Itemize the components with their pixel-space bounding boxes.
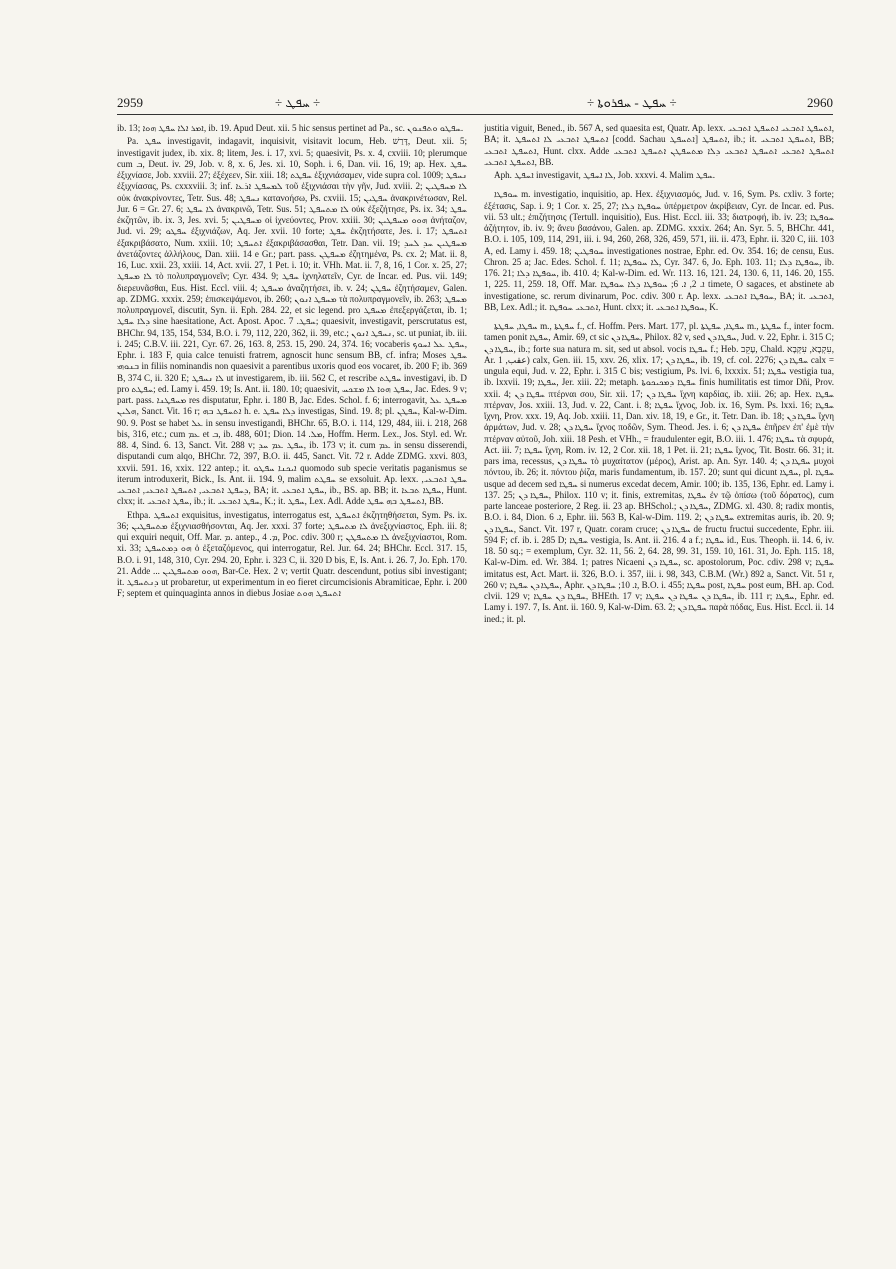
right-paragraph: justitia viguit, Bened., ib. 567 A, sed quaesita est, Quatr. Ap. lexx. ܐܬܚܦܛ ܐܬܒܥܝ ܐܬܚܦܛ ܐܬܒܥܝ, BA; it. ܐܬܚܦܛ ܐܬܒܥܝ ܠܐ ܐܬܚܦܛ [codd. Sachau ܐܬܚܦܛ] ܐܬܚܦܛ, ib.; it. ܐܬܚܦܛ ܐܬܒܥܝ, BB; ܐܬܚܦܛ ܐܬܒܥܝ, Hunt. clxx. Adde ܐܬܚܦܛ ܐܬܒܥܝ ܐܬܚܦܛ ܐܬܒܥܝ ܕܠܐ ܡܬܚܦܛܢ ܐܬܚܦܛ ܐܬܒܥܝ ܐܬܚܦܛ ܐܬܒܥܝ, BB. — [484, 123, 834, 167]
left-paragraph: ib. 13; ܐܡܪ ܐܠܐ ܚܦܛ ܗܘܐ, ib. 19. Apud Deut. xii. 5 hic sensus pertinet ad Pa., sc. ܚܦܛܘ ܘܬܦܢܘܢ. — [117, 123, 464, 133]
left-column — [117, 123, 467, 1233]
left-paragraph: Ethpa. ܐܬܚܦܛ exquisitus, investigatus, interrogatus est, ܐܬܚܦܛ ἐκζητηθήσεται, Sym. Ps. ix. 36; ܡܬܚܦܛܝܢ ἐξιχνιασθήσονται, Aq. Jer. xxxi. 37 forte; ܠܐ ܡܬܚܦܛ ἀνεξιχνίαστος, Eph. iii. 8; qui exquiri nequit, Off. Mar. ܡ. antep., ܡ. 4, Poc. cdiv. 300 r; ܠܐ ܡܬܚܦܛܢ ἀνεξιχνίαστοι, Rom. xi. 33; ܗܘ ܕܡܬܚܦܛ ὁ ἐξεταζόμενος, qui interrogatur, Rel. Jur. 64. 24; BHChr. Eccl. 317. 15, B.O. i. 91, 148, 310, Cyr. 294. 20, Ephr. i. 323 C, ii. 320 D bis, E, Is. Ant. i. 26. 7, Jo. Eph. 170. 21. Adde ... ܗܘܘ ܡܬܚܦܛܝܢ, Bar-Ce. Hex. 2 v; vertit Quatr. descendunt, potius sibi investigant; it. ܕܢܬܚܦܛ ut probaretur, ut experimentum in eo fieret circumcisionis Abramiticae, Ephr. i. 200 F; septem et quinquaginta annos in diebus Josiae ܐܬܚܦܛ ܗܘܬ — [117, 509, 467, 599]
right-paragraph: ܚܘܦܛܐ m. investigatio, inquisitio, ap. Hex. ἐξιχνιασμός, Jud. v. 16, Sym. Ps. cxliv. 3 forte; ἐξέτασις, Sap. i. 9; 1 Cor. x. 25, 27; ܚܘܦܛܐ ܕܠܐ ὑπέρμετρον ἀκρίβειαν, Cyr. de Incar. ed. Pus. vii. 53 ult.; ἐπιζήτησις (Tertull. inquisitio), Eus. Hist. Eccl. iii. 33; διατροφή, ib. iv. 23; ܚܘܦܛܐ ἀζήτητον, ib. iv. 9; ἄνευ βασάνου, Galen. ap. ZDMG. xxxix. 264; An. Syr. 5. 5, BHChr. 441, B.O. i. 105, 109, 114, 291, iii. i. 94, 260, 268, 326, 459, 571, iii. ii. 473, Ephr. ii. 320 C, iii. 103 A, ed. Lamy i. 459. 18; ܚܘܦܛܝܢ investigationes nostrae, Ephr. ed. Ov. 354. 16; de censu, Eus. Chron. 25 a; Jac. Edes. Schol. f. 11; ܠܐ ܚܘܦܛܐ, Cyr. 347. 6, Jo. Eph. 103. 11; ܚܘܦܛܐ ܕܠܐ, ib. 176. 21; ܚܘܦܛܐ ܕܠܐ, ib. 410. 4; Kal-w-Dim. ed. Wr. 113. 16, 121. 24, 130. 6, 11, 146. 20, 155. 1, 225. 11, 259. 18, Off. Mar. ܐ. 2, ܐ. 6; ܚܘܦܛܐ ܕܠܐ ܚܘܦܛܐ timete, O sagaces, et abstinete ab investigatione, sc. rerum divinarum, Poc. cdiv. 300 r. Ap. lexx. ܚܘܦܛܐ ܐܬܒܥܝ, BA; it. ܐܬܒܥܝ, BB, Lex. Adl.; it. ܐܬܒܥܝ ܚܘܦܛܐ, Hunt. clxx; it. ܚܘܦܛܐ ܐܬܒܥܝ, K. — [484, 189, 834, 312]
running-headword-right: ÷ ܚܦܛ - ܚܦܪܘܬܐ ÷ — [587, 95, 677, 110]
right-column — [484, 123, 834, 1233]
page-header — [117, 92, 833, 114]
right-paragraph: ܚܦܛܐ, ܚܦܛܬܐ m., ܚܦܛܬܐ f., cf. Hoffm. Pers. Mart. 177, pl. ܚܦܛܐ, ܚܦܛܬܐ m., ܚܦܛܬܐ f., inter focm. tamen ponit ܚܦܛܐ, Amir. 69, ct sic ܚܦܛܐ ܕܢ, Philox. 82 v, sed ܚܦܛܐ ܕܢ, Jud. v. 22, Ephr. i. 315 C; ܚܦܛܐ ܕܢ, ib.; forte sua natura m. sit, sed ut absol. vocis ܚܦܛܐ f.; Heb. עָקֵב, Chald. עִקְבָא, עִקְּבָא, Ar. عقب, 1) calx, Gen. iii. 15, xxv. 26, xlix. 17; ܚܦܛܐ ܕܢ, ib. 19, cf. col. 2276; ܚܦܛܐ ܕܢ calx = ungula equi, Jud. v. 22, Ephr. i. 315 C bis; vestigium, Ps. lvi. 6, lxxxix. 51; ܚܦܛܐ vestigia tua, ib. lxxvii. 19; ܚܦܛܐ, Jer. xiii. 22; metaph. ܚܦܛܐ ܕܡܟܝܟܘܬܐ finis humilitatis est timor Dñi, Prov. xxii. 4; ܚܦܛܐ ܕܢ πτέρναι σου, Sir. xii. 17; ܚܦܛܐ ܕܢ ἴχνη καρδίας, ib. xiii. 26; ap. Hex. ܚܦܛܐ πτέρναν, Jos. xxiii. 13, Jud. v. 22, Cant. i. 8; ܚܦܛܐ ἴχνος, Job. ix. 16, Sym. Ps. lxxi. 16; ܚܦܛܐ ἴχνη, Prov. xxx. 19, Aq. Job. xxiii. 11, Dan. xiv. 18, 19, e Gr., it. Tetr. Dan. ib. 18; ܚܦܛܐ ܕܢ ἴχνη ἀρμάτων, Jud. v. 28; ܚܦܛܐ ܕܢ ἴχνος ποδῶν, Sym. Theod. Jes. i. 6; ܚܦܛܐ ܕܢ ἐπῆρεν ἐπ' ἐμὲ τὴν πτέρναν αὐτοῦ, Joh. xiii. 18 Pesh. et VHh., = fraudulenter egit, B.O. iii. 1. 476; ܚܦܛܐ τὰ σφυρά, Act. iii. 7; ܚܦܛܐ ἴχνη, Rom. iv. 12, 2 Cor. xii. 18, 1 Pet. ii. 21; ܚܦܛܐ ἴχνος, Tit. Bostr. 66. 31; it. pars ima, recessus, ܚܦܛܐ ܕܢ τὸ μυχαίτατον (μέρος), Arist. ap. An. Syr. 140. 4; ܚܦܛܐ ܕܢ μυχοὶ πόντου, ib. 26; it. πόντου ῥίζα, maris fundamentum, ib. 157. 20; sunt qui dicunt ܚܦܛܐ, pl. ܚܦܛܐ usque ad decem sed ܚܦܛܐ si numerus excedat decem, Amir. 100; ib. 135, 136, Ephr. ed. Lamy i. 137. 25; ܚܦܛܐ ܕܢ, Philox. 110 v; it. finis, extremitas, ܚܦܛܐ ἐν τῷ ὀπίσω (τοῦ δόρατος), cum parte lanceae posteriore, 2 Reg. ii. 23 ap. BHSchol.; ܚܦܛܐ ܕܢ, ZDMG. xl. 430. 8; radix montis, B.O. i. 84, Dion. ܐ. 6, Ephr. iii. 563 B, Kal-w-Dim. 119. 2; ܚܦܛܐ ܕܢ extremitas auris, ib. 20. 9; ܚܦܛܐ ܕܢ, Sanct. Vit. 197 r, Quatr. coram cruce; ܚܦܛܐ ܕܢ de fructu fructui succedente, Ephr. iii. 594 F; cf. ib. i. 285 D; ܚܦܛܐ vestigia, Is. Ant. ii. 216. 4 a f.; ܚܦܛܐ id., Eus. Theoph. ii. 14. 6, iv. 18. 50 sq.; = exemplum, Cyr. 32. 11, 56. 2, 64. 28, 99. 31, 159. 10, 161. 31, Jo. Eph. 115. 18, Kal-w-Dim. ed. Wr. 384. 1; patres Nicaeni ܚܦܛܐ ܕܢ, sc. apostolorum, Poc. cdiv. 298 v; ܚܦܛܐ imitatus est, Act. Mart. ii. 326, B.O. i. 357, iii. i. 98, 343, C.B.M. (Wr.) 892 a, Sanct. Vit. 51 r, 260 v; ܚܦܛܐ ܕܢ ܚܦܛܐ, Aphr. ܐ. 10; ܚܦܛܐ ܕܢ, B.O. i. 455; ܚܦܛܐ post, ܚܦܛܐ post eum, BH. ap. Cod. clvii. 129 v; ܚܦܛܐ ܕܢ ܚܦܛܐ, BHEth. 17 v; ܚܦܛܐ ܕܢ ܚܦܛܐ ܕܢ ܚܦܛܐ, ib. 111 r; ܚܦܛܐ, Ephr. ed. Lamy i. 197. 7, Is. Ant. ii. 160. 9, Kal-w-Dim. 63. 2; ܚܦܛܐ ܕܢ παρὰ πόδας, Eus. Hist. Eccl. ii. 14 ined.; it. pl. — [484, 321, 834, 624]
page-number-right: 2960 — [807, 95, 833, 110]
page-number-left: 2959 — [117, 95, 143, 110]
right-paragraph: Aph. ܐܚܦܛ investigavit, ܠܐ ܐܚܦܛ, Job. xxxvi. 4. Malim ܚܦܛ. — [494, 170, 716, 180]
running-headword-left: ÷ ܚܦܛ ÷ — [275, 95, 321, 110]
left-paragraph: Pa. ܚܦܛ investigavit, indagavit, inquisivit, visitavit locum, Heb. דָּרַשׁ, Deut. xii. 5; investigavit judex, ib. xix. 8; litem, Jes. i. 17, xvi. 5; quaesivit, Ps. x. 4, cxviii. 10; plerumque cum ܒ, Deut. iv. 29, Job. v. 8, x. 6, Jes. xi. 10, Soph. i. 6, Dan. vii. 16, 19; ap. Hex. ܚܦܛ ἐξιχνίασε, Job. xxviii. 27; ἐξέχεεν, Sir. xiii. 18; ܚܦܛܬ ἐξιχνιάσαμεν, vide supra col. 1009; ܢܚܦܛ ἐξιχνίασας, Ps. cxxxviii. 3; inf. ܠܡܚܦܛ ܐܪܥܐ τοῦ ἐξιχνιάσαι τὴν γῆν, Jud. xviii. 2; ܠܐ ܡܚܦܛܝܢ οὐκ ἀνακρίνοντες, Tetr. Sus. 48; ܢܚܦܛ κατανοήσω, Ps. cxviii. 15; ܚܦܛܝܢ ἀνακρινέτωσαν, Rel. Jur. 6 = Gr. 27. 6; ܠܐ ܚܦܛ ἀνακρινῶ, Tetr. Sus. 51; ܠܐ ܡܬܚܦܛ οὐκ ἐξεζήτησε, Ps. ix. 34; ܚܦܛ ἐκζητῶν, ib. ix. 3, Jes. xvi. 5; ܡܚܦܛܝܢ οἱ ἰχνεύοντες, Prov. xxiii. 30; ܗܘܘ ܡܚܦܛܝܢ ἀνήταζον, Jud. vi. 29; ܚܦܛܘ ἐξιχνιάζων, Aq. Jer. xvii. 10 forte; ܚܦܛ ἐκζητήσατε, Jes. i. 17; ܐܬܚܦܛ ἐξακριβάσατο, Num. xxiii. 10; ܐܬܚܦܛ ἐξακριβάσασθαι, Tetr. Dan. vii. 19; ܡܚܦܛܝܢ ܚܕ ܠܚܕ ἀνετάζοντες ἀλλήλους, Dan. xiii. 14 e Gr.; part. pass. ܡܚܦܛܢ ἐζητημένα, Ps. cx. 2; Mat. ii. 8, 16, Luc. xxii. 23, xxiii. 14, Act. xvii. 27, 1 Pet. i. 10; it. VHh. Mat. ii. 7, 8, 16, 1 Cor. x. 25, 27; ܠܐ ܡܚܦܛ τὸ πολυπραγμονεῖν; Cyr. 434. 9; ܚܦܛ ἰχνηλατεῖν, Cyr. de Incar. ed. Pus. vii. 149; διερευνᾶσθαι, Eus. Hist. Eccl. viii. 4; ܡܚܦܛ ἀναζητήσει, ib. v. 24; ܚܦܛܢ ἐζητήσαμεν, Galen. ap. ZDMG. xxxix. 259; ἐπισκεψάμενοι, ib. 260; ܡܚܦܛ ܐܢܘܢ τὰ πολυπραγμονεῖν, ib. 263; ܡܚܦܛ πολυπραγμονεῖ, discutit, Syn. ii. Eph. 284. 22, et sic legend. pro ܡܚܦܛ ἐπεξεργάζεται, ib. 1; ܕܠܐ ܚܦܛ sine haesitatione, Act. Apost. Apoc. ܚܦܛ. 7; quaesivit, investigavit, perscrutatus est, BHChr. 94, 135, 154, 534, B.O. i. 79, 112, 220, 362, ii. 39, etc.; ܢܚܦܛ ܐܢܘܢ, sc. ut puniat, ib. iii. i. 245; C.B.V. iii. 221, Cyr. 67. 26, 163. 8, 253. 15, 290. 24, 374. 16; vocaberis ܚܦܛ ܥܠ ܐܚܘܟ, Ephr. i. 183 F, quia calce tenuisti fratrem, agnoscit hunc sensum BB, cf. infra; Moses ܚܦܛ ܒܢܘܗܝ in filiis nominandis non quaesivit a parentibus uxoris quod eos vocaret, ib. 200 F; ib. 369 B, 374 C, ii. 320 E; ܠܐ ܢܚܦܛ ut investigarem, ib. iii. 562 C, et rescribe ܚܦܛܬ investigavi, ib. D pro ܚܦܛܬ; ed. Lamy i. 459. 19; Is. Ant. ii. 180. 10; quaesivit, ܚܦܛ ܗܘܐ ܠܐ ܡܫܟܚ, Jac. Edes. 9 v; part. pass. ܡܚܦܛܢܐ res disputatur, Ephr. i. 180 B, Jac. Edes. Schol. f. 6; interrogavit, ܡܚܦܛ ܥܠ ܗܠܝܢ, Sanct. Vit. 16 r; ܐܬܚܦܛ ܒܗ h. e. ܕܠܐ ܚܦܛ investigas, Sind. 19. 8; pl. ܚܦܛܢ, Kal-w-Dim. 90. 9. Post se habet ܥܠ in sensu investigandi, BHChr. 65, B.O. i. 114, 129, 484, iii. i. 218, 268 bis, 316, etc.; cum ܥܡ et ܒ, ib. 488, 601; Dion. ܡܠ. 14, Hoffm. Herm. Lex., Jos. Styl. ed. Wr. 88. 4, Sind. 6. 13, Sanct. Vit. 288 v; ܚܦܛ ܥܡ ܚܕ, ib. 173 v; it. cum ܥܡ in sensu disserendi, disputandi cum alqo, BHChr. 72, 397, B.O. ii. 445, Sanct. Vit. 72 r. Adde ZDMG. xxvi. 803, xxvii. 591. 16, xxix. 122 antep.; it. ܐܝܟܢܐ ܚܦܛܘ quomodo sub specie veritatis paganismus se iterum introduxerit, Bick., Is. Ant. ii. 194. 9, malim ܚܦܛܬ se exsoluit. Ap. lexx. ܚܦܛ ܐܬܒܥܝ, ܕܚܦܛ ܐܬܒܥܝ, ܐܬܚܦܛ ܐܬܒܥܝ, ܐܬܒܥܝ, BA; it. ܚܦܛ ܐܬܒܥܝ, ib., BS. ap. BB; it. ܚܦܛܐ ܬܒܥܐ, Hunt. clxx; it. ܚܦܛ ܐܬܒܥܝ, ib.; it. ܚܦܛ ܐܬܒܥܝ, K.; it. ܚܦܛ, Lex. Adl. Adde ܐܬܚܦܛ ܒܗ ܚܦܛ, BB. — [117, 136, 467, 507]
header-rule — [117, 114, 833, 115]
